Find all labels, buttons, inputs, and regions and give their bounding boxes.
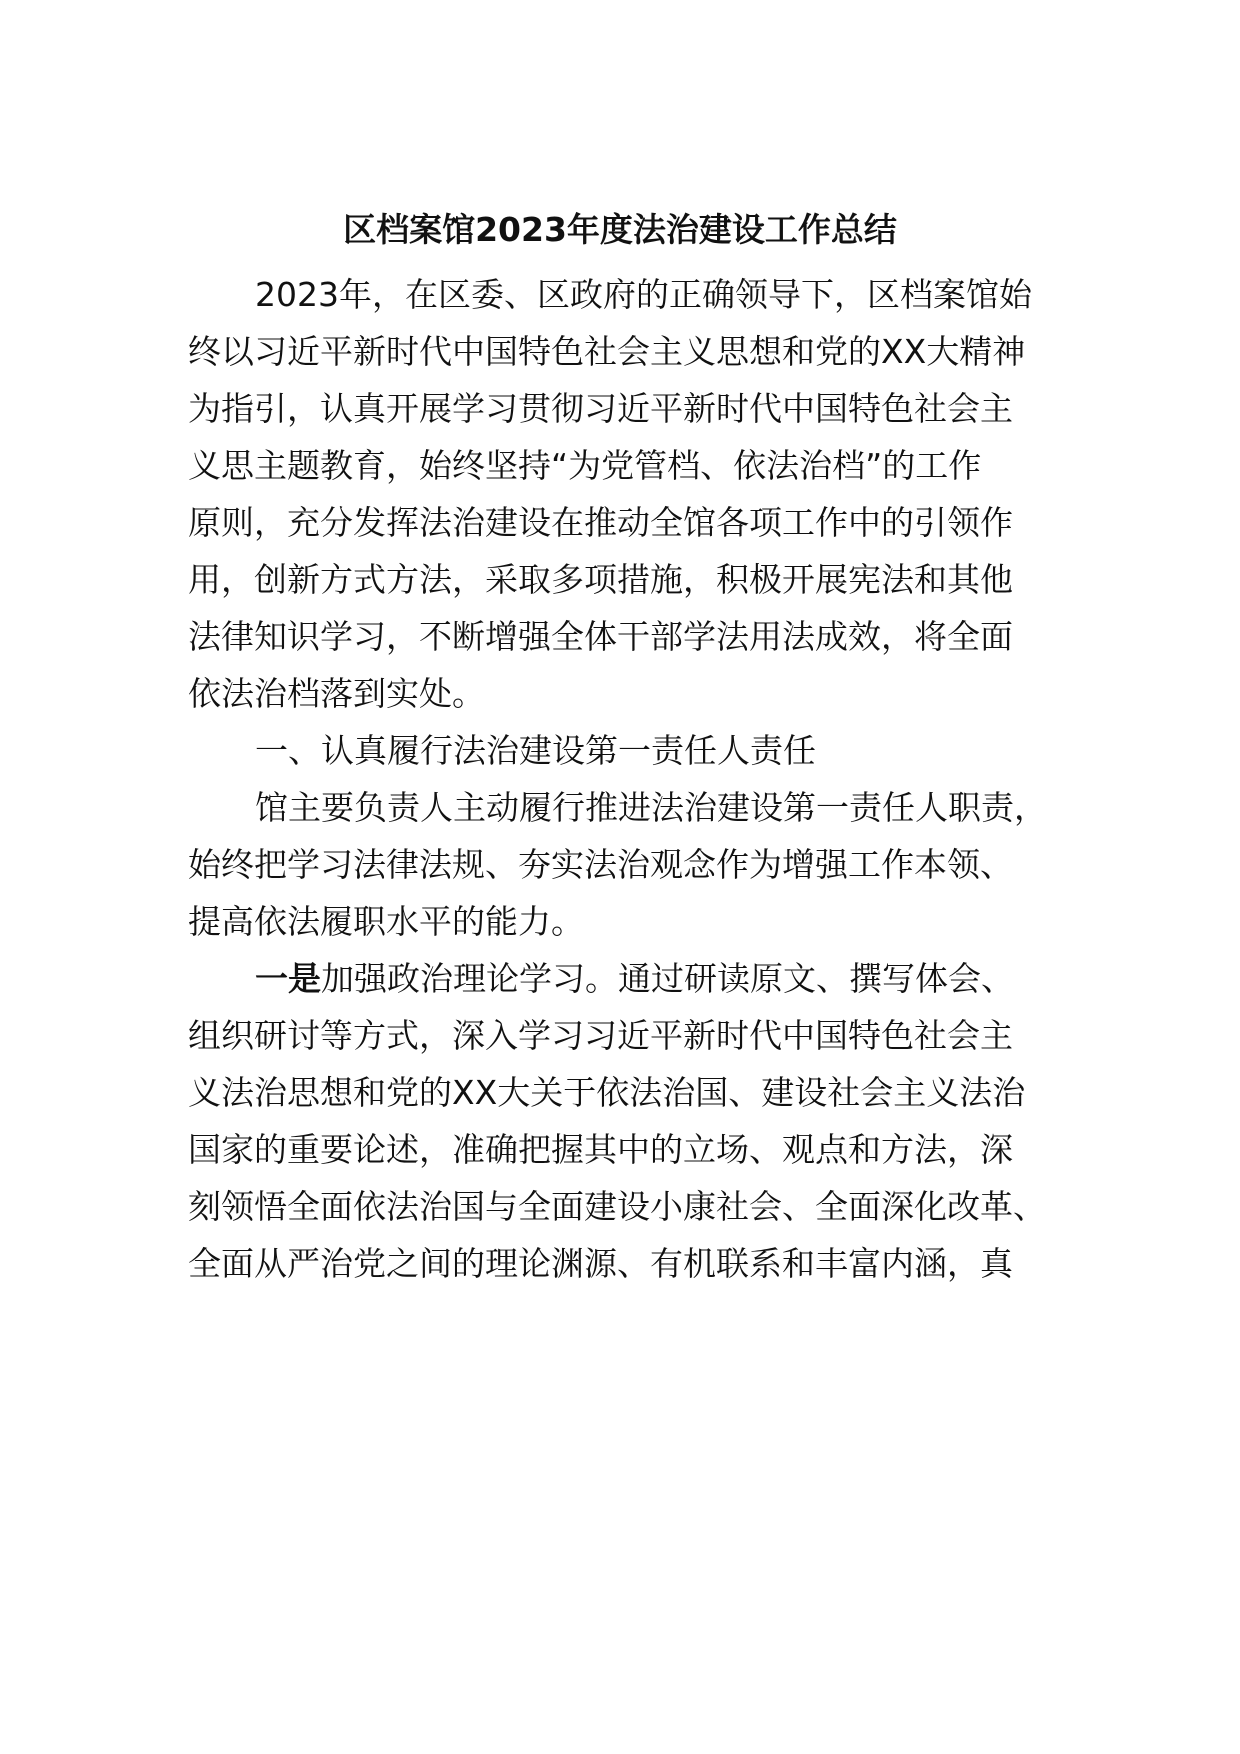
section-heading: 一、认真履行法治建设第一责任人责任 (255, 731, 816, 770)
paragraph-line: 义法治思想和党的XX大关于依法治国、建设社会主义法治 (188, 1073, 1026, 1112)
paragraph-line: 始终把学习法律法规、夯实法治观念作为增强工作本领、 (188, 845, 1013, 884)
paragraph-line: 刻领悟全面依法治国与全面建设小康社会、全面深化改革、 (188, 1187, 1046, 1226)
paragraph-line: 国家的重要论述，准确把握其中的立场、观点和方法，深 (188, 1130, 1013, 1169)
paragraph-line: 依法治档落到实处。 (188, 674, 485, 713)
paragraph-line: 提高依法履职水平的能力。 (188, 902, 584, 941)
paragraph-line: 法律知识学习，不断增强全体干部学法用法成效，将全面 (188, 617, 1013, 656)
document-title: 区档案馆2023年度法治建设工作总结 (343, 210, 897, 249)
paragraph-line: 原则，充分发挥法治建设在推动全馆各项工作中的引领作 (188, 503, 1013, 542)
paragraph-line: 用，创新方式方法，采取多项措施，积极开展宪法和其他 (188, 560, 1013, 599)
paragraph-line-text: 加强政治理论学习。通过研读原文、撰写体会、 (321, 959, 1014, 998)
paragraph-line: 终以习近平新时代中国特色社会主义思想和党的XX大精神 (188, 332, 1026, 371)
paragraph-line: 组织研讨等方式，深入学习习近平新时代中国特色社会主 (188, 1016, 1013, 1055)
paragraph-line (255, 955, 1014, 1003)
paragraph-line: 馆主要负责人主动履行推进法治建设第一责任人职责， (255, 788, 1047, 827)
paragraph-line: 2023年，在区委、区政府的正确领导下，区档案馆始 (255, 275, 1032, 314)
paragraph-line: 全面从严治党之间的理论渊源、有机联系和丰富内涵，真 (188, 1244, 1013, 1283)
paragraph-line: 为指引，认真开展学习贯彻习近平新时代中国特色社会主 (188, 389, 1013, 428)
paragraph-line: 义思主题教育，始终坚持“为党管档、依法治档”的工作 (188, 446, 982, 485)
emphasis-label: 一是 (255, 959, 321, 998)
